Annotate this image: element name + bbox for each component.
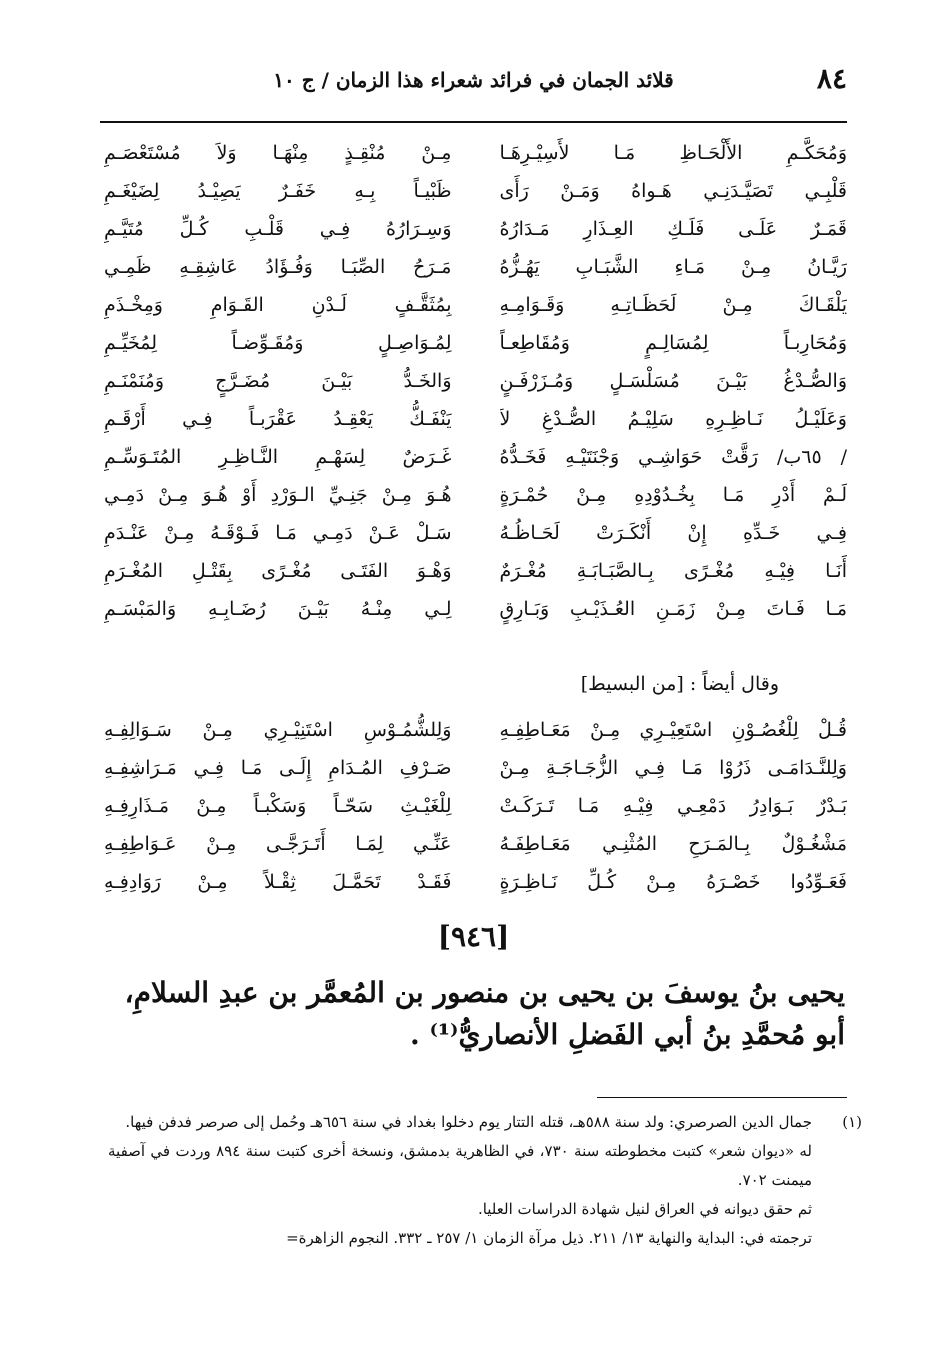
verse-13-second-hemistich: لِـي مِنْـهُ بَيْـنَ رُضَـابِـهِ وَالمَبْسَـمِ — [104, 598, 452, 620]
verse-12-second-hemistich: وَهْـوَ الفَتَـى مُغْـرًى بِقَتْـلِ المُغْـرَمِ — [104, 560, 452, 582]
verse-1-second-hemistich: وَلِلشُّمُـوْسِ اسْتَنِيْـرِي مِـنْ سَـوَالِفِـهِ — [104, 719, 452, 741]
poem-introduction: وقال أيضاً : [من البسيط] — [580, 673, 779, 695]
page-number: ٨٤ — [816, 62, 847, 95]
verse-3-second-hemistich: لِلْغَيْـثِ سَحّـاً وَسَكْبـاً مِـنْ مَـذَارِفِـهِ — [104, 795, 452, 817]
footnote-body — [108, 1108, 812, 1253]
footnote-line: جمال الدين الصرصري: ولد سنة ٥٨٨هـ، قتله التتار يوم دخلوا بغداد في سنة ٦٥٦هـ وحُمل إلى صرصر فدفن فيها. — [125, 1113, 812, 1131]
entry-number: [٩٤٦] — [437, 920, 510, 953]
header-rule — [100, 121, 847, 123]
verse-6-second-hemistich: لِمُـوَاصِـلٍ وَمُقَـوِّضـاً لِمُخَيِّـمِ — [104, 332, 452, 354]
verse-2-second-hemistich: ظَبْيـاً بِـهِ خَفَـرٌ يَصِيْـدُ لِضَيْغَـمِ — [104, 180, 452, 202]
footnote-line: له «ديوان شعر» كتبت مخطوطته سنة ٧٣٠، في الظاهرية بدمشق، ونسخة أخرى كتبت سنة ٨٩٤ وردت في آصفية ميمنت ٧٠٢. — [108, 1142, 813, 1189]
footnote-separator — [597, 1097, 847, 1098]
verse-7-first-hemistich: وَالصُّـدْغُ بَيْـنَ مُسَلْسَـلٍ وَمُـزَرْفَـنٍ — [499, 370, 847, 392]
verse-11-first-hemistich: فِـي خَـدِّهِ إِنْ أَنْكَـرَتْ لَحَـاظُـهُ — [499, 522, 847, 544]
verse-1-second-hemistich: مِـنْ مُنْقِـذٍ مِنْهَـا وَلاَ مُسْتَعْصَـمِ — [104, 142, 452, 164]
verse-2-second-hemistich: صَـرْفِ المُـدَامِ إِلَـى مَـا فِـي مَـرَاشِفِـهِ — [104, 757, 452, 779]
verse-5-first-hemistich: فَعَـوِّدُوا خَصْـرَهُ مِـنْ كُـلِّ نَـاظِـرَةٍ — [499, 871, 847, 893]
verse-1-first-hemistich: وَمُحَكَّـمِ الأَلْحَـاظِ مَـا لأَسِيْـرِهَـا — [499, 142, 847, 164]
verse-3-first-hemistich: بَـدْرٌ بَـوَادِرُ دَمْعِـي فِيْـهِ مَـا تَـرَكَـتْ — [499, 795, 847, 817]
poem-basit — [104, 711, 847, 901]
verse-7-second-hemistich: وَالخَـدُّ بَيْـنَ مُضَـرَّجٍ وَمُنَمْنَـمِ — [104, 370, 452, 392]
verse-11-second-hemistich: سَـلْ عَـنْ دَمِـي مَـا فَـوْقَـهُ مِـنْ عَنْـدَمِ — [104, 522, 452, 544]
footnote-line: ترجمته في: البداية والنهاية ١٣/ ٢١١. ذيل مرآة الزمان ١/ ٢٥٧ ـ ٣٣٢. النجوم الزاهرة= — [286, 1229, 812, 1247]
verse-2-first-hemistich: وَلِلنَّـدَامَـى ذَرُوْا مَـا فِـي الزُّجَـاجَـةِ مِـنْ — [499, 757, 847, 779]
person-name-line-1: يحيى بنُ يوسفَ بن يحيى بن منصور بن المُعمَّر بن عبدِ السلامِ، — [124, 976, 845, 1009]
verse-9-second-hemistich: غَـرَضٌ لِسَهْـمِ النَّـاظِـرِ المُتَـوَسِّـمِ — [104, 446, 452, 468]
verse-10-first-hemistich: لَـمْ أَدْرِ مَـا بِخُـدُوْدِهِ مِـنْ حُمْـرَةٍ — [499, 484, 847, 506]
verse-4-first-hemistich: رَيَّـانُ مِـنْ مَـاءِ الشَّبَـابِ يَهُـزُّهُ — [499, 256, 847, 278]
verse-8-first-hemistich: وَعَلَيْـلُ نَـاظِـرِهِ سَلِيْـمُ الصُّـدْغِ لاَ — [499, 408, 847, 430]
verse-10-second-hemistich: هُـوَ مِـنْ جَنِـيِّ الـوَرْدِ أَوْ هُـوَ مِـنْ دَمِـي — [104, 484, 452, 506]
person-name-line-2: أبو مُحمَّدِ بنُ أبي الفَضلِ الأنصاريُّ⁽¹⁾ . — [410, 1018, 845, 1051]
verse-6-first-hemistich: وَمُحَارِبـاً لِمُسَالِـمٍ وَمُقَاطِعـاً — [499, 332, 847, 354]
running-title: قلائد الجمان في فرائد شعراء هذا الزمان / ج ١٠ — [273, 68, 674, 92]
footnote-line: ثم حقق ديوانه في العراق لنيل شهادة الدراسات العليا. — [477, 1200, 812, 1218]
verse-5-second-hemistich: بِمُثَقَّـفٍ لَـدْنِ القَـوَامِ وَمِخْـذَمِ — [104, 294, 452, 316]
verse-3-first-hemistich: قَمَـرٌ عَلَـى فَلَـكِ العِـذَارِ مَـدَارُهُ — [499, 218, 847, 240]
verse-8-second-hemistich: يَنْفَـكُّ يَعْقِـدُ عَقْرَبـاً فِـي أَرْقَـمِ — [104, 408, 452, 430]
verse-9-first-hemistich: / ٦٥ب/ رَقَّتْ حَوَاشِـي وَجْنَتَيْـهِ فَخَـدُّهُ — [499, 446, 847, 468]
verse-4-first-hemistich: مَشْغُـوْلٌ بِـالمَـرَحِ المُثْنِـي مَعَـاطِفَـهُ — [499, 833, 847, 855]
verse-2-first-hemistich: قَلْبِـي تَصَيَّـدَنِـي هَـواهُ وَمَـنْ رَأَى — [499, 180, 847, 202]
footnote-marker: (١) — [842, 1113, 862, 1131]
verse-5-first-hemistich: يَلْقَـاكَ مِـنْ لَحَظَـاتِـهِ وَقَـوَامِـهِ — [499, 294, 847, 316]
verse-1-first-hemistich: قُـلْ لِلْغُصُـوْنِ اسْتَعِيْـرِي مِـنْ مَعَـاطِفِـهِ — [499, 719, 847, 741]
verse-3-second-hemistich: وَسِـرَارُهُ فِـي قَلْـبِ كُـلِّ مُتَيَّـمِ — [104, 218, 452, 240]
footnotes — [108, 1108, 862, 1253]
biography-heading — [124, 972, 845, 1056]
verse-12-first-hemistich: أَنَـا فِيْـهِ مُغْـرًى بِـالصَّبَـابَـةِ مُغْـرَمٌ — [499, 560, 847, 582]
verse-13-first-hemistich: مَـا فَـاتَ مِـنْ زَمَـنِ العُـذَيْـبِ وَبَـارِقٍ — [499, 598, 847, 620]
verse-4-second-hemistich: عَنِّـي لِمَـا أَتَـرَجَّـى مِـنْ عَـوَاطِفِـهِ — [104, 833, 452, 855]
verse-5-second-hemistich: فَقَـدْ تَحَمَّـلَ ثِقْـلاً مِـنْ رَوَادِفِـهِ — [104, 871, 452, 893]
page-header — [100, 62, 847, 110]
verse-4-second-hemistich: مَـرَحُ الصِّبَـا وَفُـؤَادُ عَاشِقِـهِ ظَمِـي — [104, 256, 452, 278]
poem-mimiyya — [104, 134, 847, 628]
